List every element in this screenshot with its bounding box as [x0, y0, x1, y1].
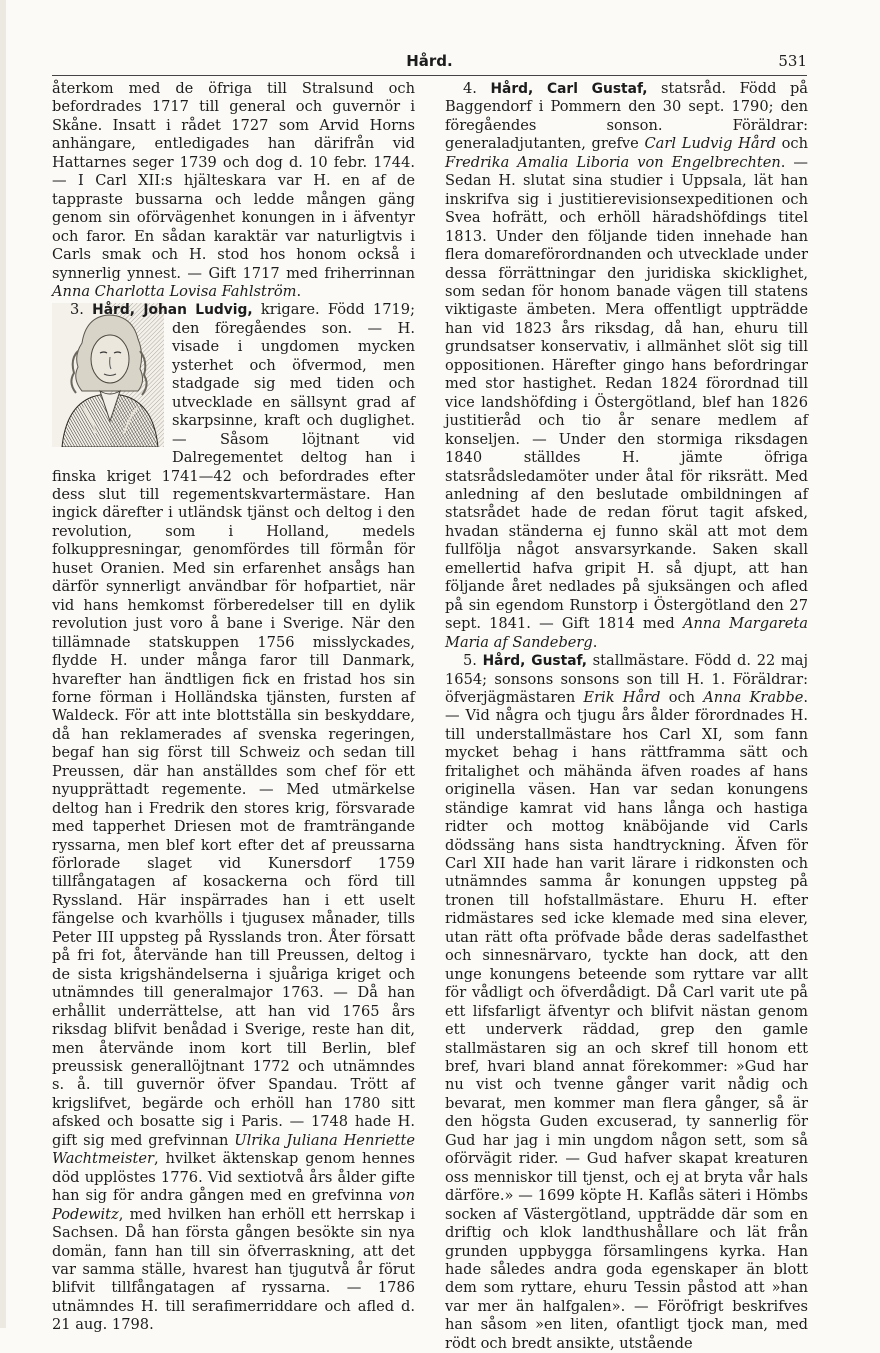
- entry-4: 4. Hård, Carl Gustaf, statsråd. Född på Baggendorf i Pommern den 30 sept. 1790; den föregåendes sonson. Föräldrar: generaladjutanten, grefve Carl Ludvig Hård och Fredrika Amalia Liboria von Engelbrechten. — Sedan H. slutat sina studier i Uppsala, lät han inskrifva sig i justitierevisionsexpeditionen och Svea hofrätt, och erhöll häradshöfdings titel 1813. Under den följande tiden innehade han flera domareförordnanden och utvecklade under dessa förrättningar den juridiska skicklighet, som sedan för honom banade vägen till statens viktigaste ämbeten. Mera offentligt uppträdde han vid 1823 års riksdag, då han, ehuru till grundsatser konservativ, i allmänhet slöt sig till oppositionen. Härefter gingo hans befordringar med stor hastighet. Redan 1824 förordnad till vice landshöfding i Östergötland, blef han 1826 justitieråd och tio år senare medlem af konseljen. — Under den stormiga riksdagen 1840 ställdes H. jämte öfriga statsrådsledamöter under åtal för riksrätt. Med anledning af den beslutade ombildningen af statsrådet hade de redan förut tagit afsked, hvadan ständerna ej funno skäl att mot dem fullfölja något ansvarsyrkande. Saken skall emellertid hafva gripit H. så djupt, att han följande året nedlades på sjuksängen och afled på sin egendom Runstorp i Östergötland den 27 sept. 1841. — Gift 1814 med Anna Margareta Maria af Sandeberg.: [445, 80, 809, 651]
- header-rule: [52, 75, 807, 76]
- father-name: Carl Ludvig Hård: [644, 135, 776, 153]
- father-name: Erik Hård: [583, 688, 661, 706]
- page-number: 531: [778, 52, 807, 70]
- entry-heading: Hård, Carl Gustaf,: [490, 81, 648, 97]
- entry-heading: Hård, Johan Ludvig,: [92, 302, 253, 319]
- spouse-name: Anna Charlotta Lovisa Fahlström: [52, 282, 297, 300]
- entry-3: 3. Hård, Johan Ludvig, krigare. Född 1719; den föregåendes son. — H. visade i ungdomen mycken ysterhet och öfvermod, men stadgade sig med tiden och utvecklade en sällsynt grad af skarpsinne, kraft och duglighet. — Såsom löjtnant vid Dalregementet deltog han i finska kriget 1741—42 och befordrades efter dess slut till regementskvartermästare. Han ingick därefter i utländsk tjänst och deltog i den revolution, som i Holland, medels folkuppresningar, genomfördes till förmån för huset Oranien. Med sin erfarenhet ansågs han därför synnerligt användbar för hofpartiet, när vid hans hemkomst förberedelser till en dylik revolution just voro å bane i Sverige. När den tillämnade statskuppen 1756 misslyckades, flydde H. under många faror till Danmark, hvarefter han ändtligen fick en fristad hos sin forne förman i Holländska tjänsten, fursten af Waldeck. För att inte blottställa sin beskyddare, då han reklamerades af svenska regeringen, begaf han sig först till Schweiz och sedan till Preussen, där han anställdes som chef för ett nyupprättadt regemente. — Med utmärkelse deltog han i Fredrik den stores krig, försvarade med tapperhet Driesen mot de framträngande ryssarna, men blef kort efter det af preussarna förlorade slaget vid Kunersdorf 1759 tillfångatagen af kosackerna och förd till Ryssland. Här inspärrades han i ett uselt fängelse och kvarhölls i tjugusex månader, tills Peter III uppsteg på Rysslands tron. Åter försatt på fri fot, återvände han till Preussen, deltog i de sista krigshändelserna i sjuåriga kriget och utnämndes till generalmajor 1763. — Då han erhållit underrättelse, att han vid 1765 års riksdag blifvit benådad i Sverige, reste han dit, men återvände inom kort till Berlin, blef preussisk generallöjtnant 1772 och utnämndes s. å. till guvernör öfver Spandau. Trött af krigslifvet, begärde och erhöll han 1780 sitt afsked och bosatte sig i Paris. — 1748 hade H. gift sig med grefvinnan Ulrika Juliana Henriette Wachtmeister, hvilket äktenskap genom hennes död upplöstes 1776. Vid sextiotvå års ålder gifte han sig för andra gången med en grefvinna von Podewitz, med hvilken han erhöll ett herrskap i Sachsen. Då han första gången besökte sin nya domän, fann han till sin öfverraskning, att det var samma ställe, hvarest han tjugutvå år förut blifvit tillfångatagen af ryssarna. — 1786 utnämndes H. till serafimerriddare och afled d. 21 aug. 1798.: [52, 301, 415, 1334]
- right-column: [445, 80, 808, 1353]
- mother-name: Fredrika Amalia Liboria von Engelbrechten: [445, 153, 781, 171]
- spouse-name: Ulrika Juliana Henriette Wachtmeister: [52, 1131, 415, 1168]
- page-title: Hård.: [406, 52, 453, 70]
- entry-2-continuation: återkom med de öfriga till Stralsund och befordrades 1717 till general och guvernör i Skåne. Insatt i rådet 1727 som Arvid Horns anhängare, entledigades han därifrån vid Hattarnes seger 1739 och dog d. 10 febr. 1744. — I Carl XII:s hjälteskara var H. en af de tappraste bussarna och ledde mången gäng genom sin oförvägenhet konungen in i äfventyr och faror. En sådan karaktär var naturligtvis i Carls smak och H. stod hos honom också i synnerlig ynnest. — Gift 1717 med friherrinnan Anna Charlotta Lovisa Fahlström.: [52, 80, 415, 300]
- spouse-name: von Podewitz: [52, 1187, 415, 1223]
- mother-name: Anna Krabbe: [703, 688, 804, 706]
- portrait-image: [52, 303, 167, 449]
- page-edge: [0, 0, 6, 1328]
- running-header: [52, 50, 807, 72]
- portrait-engraving: [52, 303, 164, 447]
- entry-heading: Hård, Gustaf,: [482, 653, 587, 670]
- spouse-name: Anna Margareta Maria af Sandeberg: [445, 615, 808, 651]
- left-column: [52, 80, 415, 1335]
- entry-5: 5. Hård, Gustaf, stallmästare. Född d. 22 maj 1654; sonsons sonsons son till H. 1. Föräldrar: öfverjägmästaren Erik Hård och Anna Krabbe. — Vid några och tjugu års ålder förordnades H. till understallmästare hos Carl XI, som fann mycket behag i hans rättframma sätt och fritalighet och mähända äfven roades af hans originella väsen. Han var sedan konungens ständige kamrat vid hans långa och hastiga ridter och mottog knäböjande vid Carls dödssäng hans sista handtryckning. Äfven för Carl XII hade han varit lärare i ridkonsten och utnämndes samma år konungen uppsteg på tronen till hofstallmästare. Ehuru H. efter ridmästares sed icke klemade med sina elever, utan rätt ofta pröfvade både deras sadelfasthet och sinnesnärvaro, tyckte han dock, att den unge konungens beteende som ryttare var allt för vådligt och öfverdådigt. Då Carl varit ute på ett lifsfarligt äfventyr och blifvit nästan genom ett underverk räddad, grep den gamle stallmästaren sig an och skref till honom ett bref, hvari bland annat förekommer: »Gud har nu vist och tvenne gånger varit nådig och bevarat, men kommer man flera gånger, så är den högsta Guden excuserad, ty sannerlig för Gud har jag i min ungdom någon sett, som så oförvägit rider. — Gud hafver skapat kreaturen oss menniskor till tjenst, och ej at bryta vår hals därföre.» — 1699 köpte H. Kaflås säteri i Hömbs socken af Västergötland, uppträdde där som en driftig och klok landthushållare och lät från grunden uppbygga församlingens kyrka. Han hade således andra goda egenskaper än blott dem som ryttare, ehuru Tessin påstod att »han var mer än halfgalen». — Föröfrigt beskrifves han såsom »en liten, ofantligt tjock man, med rödt och bredt ansikte, utstående: [445, 652, 809, 1352]
